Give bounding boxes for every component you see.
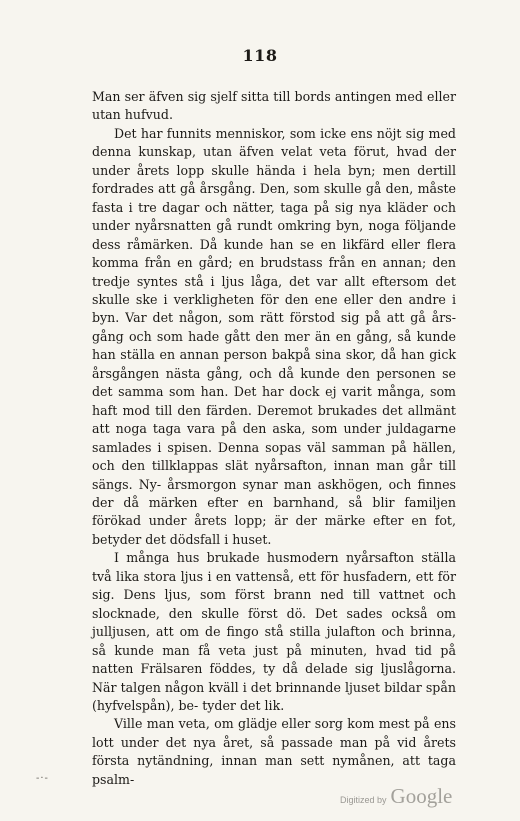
page-number: 118 (242, 46, 278, 65)
paragraph-3: I många hus brukade husmodern nyårsafton ställa två lika stora ljus i en vattenså, ett för husfadern, ett för sig. Dens ljus, som först brann ned till vattnet och slocknade, den skulle först dö. Det sades också om julljusen, att om de fingo stå stilla julafton och brinna, så kunde man få veta just på minuten, hvad tid på natten Frälsaren föddes, ty då delade sig ljuslågorna. När talgen någon kväll i det brinnande ljuset bildar spån (hyfvelspån), be- tyder det lik. (92, 550, 456, 713)
digitized-watermark (340, 784, 452, 809)
margin-mark: -·- (36, 773, 49, 784)
google-logo: Google (390, 784, 453, 808)
body-text (92, 88, 456, 789)
digitized-label: Digitized by (340, 795, 387, 805)
paragraph-2: Det har funnits menniskor, som icke ens nöjt sig med denna kunskap, utan äfven velat veta förut, hvad der under årets lopp skulle hända i hela byn; men dertill fordrades att gå årsgång. Den, som skulle gå den, måste fasta i tre dagar och nätter, taga på sig nya kläder och under nyårsnatten gå rundt omkring byn, noga följande dess råmärken. Då kunde han se en likfärd eller flera komma från en gård; en brudstass från en annan; den tredje syntes stå i ljus låga, det var allt eftersom det skulle ske i verkligheten för den ene eller den andre i byn. Var det någon, som rätt förstod sig på att gå års- gång och som hade gått den mer än en gång, så kunde han ställa en annan person bakpå sina skor, då han gick årsgången nästa gång, och då kunde den personen se det samma som han. Det har dock ej varit många, som haft mod till den färden. Deremot brukades det allmänt att noga taga vara på den aska, som under juldagarne samlades i spisen. Denna sopas väl samman på hällen, och den tillklappas slät nyårsafton, innan man går till sängs. Ny- årsmorgon synar man askhögen, och finnes der då märken efter en barnhand, så blir familjen förökad under årets lopp; är der märke efter en fot, betyder det dödsfall i huset. (92, 125, 456, 547)
paragraph-1: Man ser äfven sig sjelf sitta till bords antingen med eller utan hufvud. (92, 89, 456, 123)
paragraph-4: Ville man veta, om glädje eller sorg kom mest på ens lott under det nya året, så passade man på vid årets första nytändning, innan man sett nymånen, att taga psalm- (92, 716, 456, 787)
